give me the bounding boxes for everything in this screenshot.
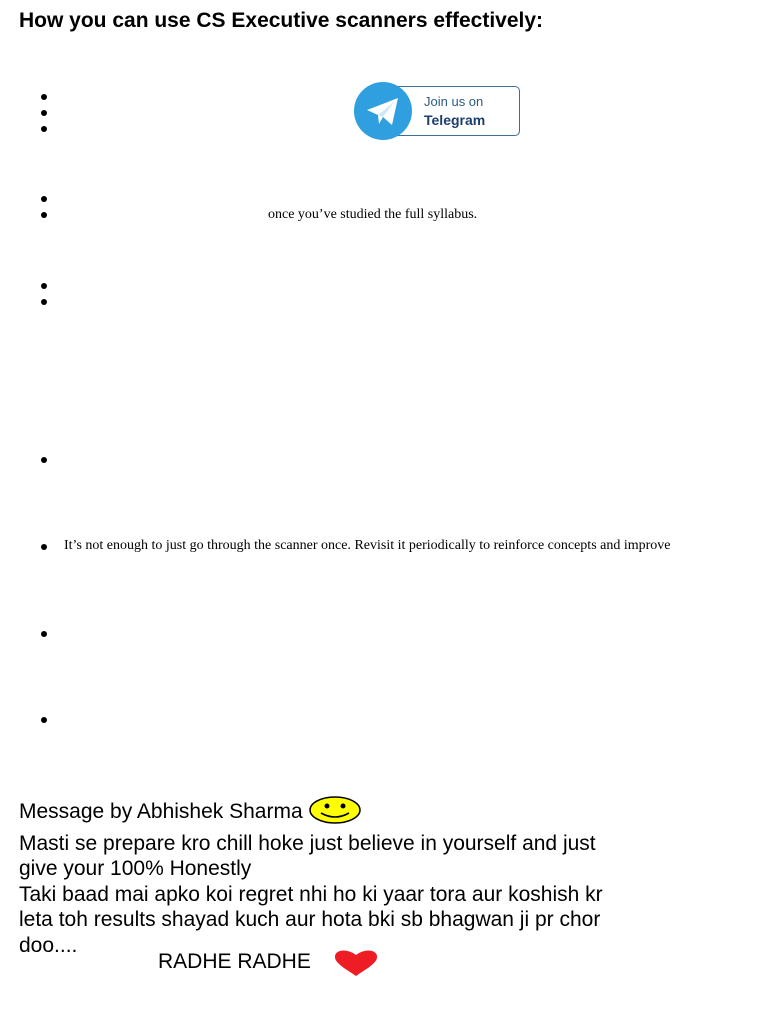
message-block [19, 796, 759, 958]
list-bullet [41, 631, 47, 637]
list-bullet [41, 544, 47, 550]
list-bullet [41, 457, 47, 463]
signoff-text: RADHE RADHE [158, 950, 311, 973]
red-heart-icon [332, 948, 380, 983]
list-bullet [41, 196, 47, 202]
message-title: Message by Abhishek Sharma [19, 800, 303, 823]
message-title-line [19, 796, 759, 831]
page-title: How you can use CS Executive scanners effectively: [19, 9, 544, 32]
list-bullet [41, 212, 47, 218]
list-bullet [41, 126, 47, 132]
list-bullet [41, 110, 47, 116]
smiley-face-icon [309, 796, 361, 831]
telegram-join-button[interactable] [354, 82, 520, 140]
bullet-text-revisit: It’s not enough to just go through the scanner once. Revisit it periodically to reinforce concepts and improve [64, 538, 671, 553]
telegram-paper-plane-icon [354, 82, 412, 140]
message-line: Taki baad mai apko koi regret nhi ho ki yaar tora aur koshish kr [19, 882, 603, 906]
message-line: doo.... [19, 933, 78, 957]
message-line: give your 100% Honestly [19, 857, 252, 880]
list-bullet [41, 717, 47, 723]
message-line: Masti se prepare kro chill hoke just believe in yourself and just [19, 831, 596, 855]
bullet-text-syllabus: once you’ve studied the full syllabus. [268, 207, 478, 222]
list-bullet [41, 299, 47, 305]
list-bullet [41, 94, 47, 100]
message-line: leta toh results shayad kuch aur hota bki sb bhagwan ji pr chor [19, 908, 601, 931]
list-bullet [41, 283, 47, 289]
telegram-badge-line2: Telegram [424, 112, 486, 128]
telegram-badge-line1: Join us on [424, 94, 484, 109]
